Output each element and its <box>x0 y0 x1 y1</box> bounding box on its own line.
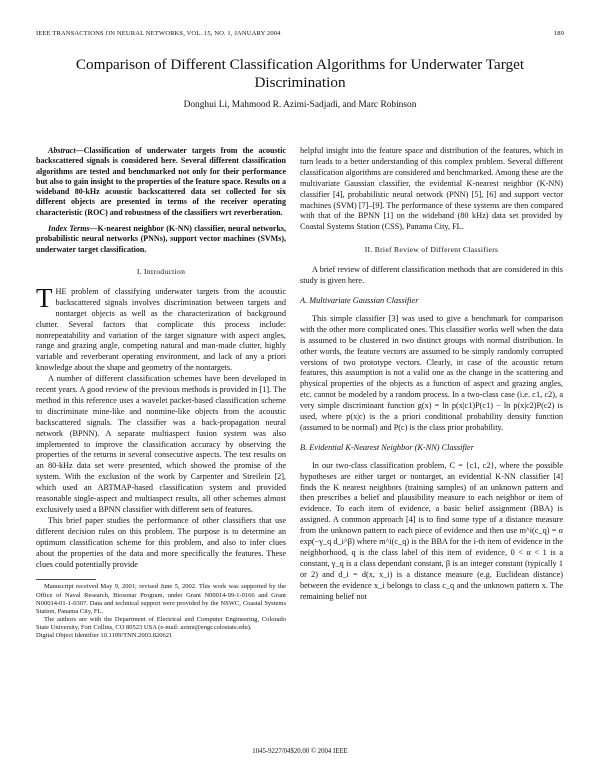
abstract-label: Abstract— <box>48 146 84 155</box>
section-heading-introduction: I. Introduction <box>136 266 186 276</box>
footnote-affiliation: The authors are with the Department of Electrical and Computer Engineering, Colorado State University, Fort Collins, CO 80523 USA (e-mail: azimi@engr.colostate.edu). <box>36 615 286 631</box>
right-paragraph-1: helpful insight into the feature space and distribution of the features, which in turn leads to a better understanding of this complex problem. Several different classification algorithms are considered and benchmarked. Among these are the multivariate Gaussian classifier, the evidential K-nearest neighbor (K-NN) classifier [4], probabilistic neural network (PNN) [5], [6] and support vector machines (SVM) [7]–[9]. The performance of these systems are then compared with that of the BPNN [1] on the wideband (80 kHz) data set provided by Coastal Systems Station (CSS), Panama City, FL. <box>300 146 563 232</box>
subsection-heading-knn: B. Evidential K-Nearest Neighbor (K-NN) Classifier <box>300 442 474 452</box>
footnotes <box>36 583 286 640</box>
author-list: Donghui Li, Mahmood R. Azimi-Sadjadi, and Marc Robinson <box>183 100 417 110</box>
running-header <box>36 30 564 42</box>
index-terms <box>36 224 286 255</box>
page-number: 189 <box>553 30 564 37</box>
index-terms-label: Index Terms— <box>48 224 98 234</box>
subsection-heading-gaussian: A. Multivariate Gaussian Classifier <box>300 295 419 305</box>
knn-paragraph: In our two-class classification problem, C = {c1, c2}, where the possible hypotheses are either target or nontarget, an evidential K-NN classifier [4] finds the K nearest neighbors (training samples) of an unknown pattern and then prescribes a belief and plausibility measure to each neighbor or item of evidence. To each item of evidence, a basic belief assignment (BBA) is assigned. A common approach [4] is to find some type of a distance measure from the unknown pattern to each piece of evidence and then use m^i(c_q) = α exp(−γ_q d_i^β) where m^i(c_q) is the BBA for the i-th item of evidence in the neighborhood, q is the class label of this item of evidence, 0 < α < 1 is a constant, γ_q is a class dependant constant, β is an integer constant (typically 1 or 2) and d_i = d(x, x_i) is a distance measure (e.g. Euclidean distance) between the evidence x_i belongs to class c_q and the unknown pattern x. The remaining belief not <box>300 460 563 601</box>
intro-paragraph-2: A number of different classification schemes have been developed in recent years. A good review of the previous methods is provided in [1]. The method in this reference uses a wavelet packet-based classification scheme to discriminate mine-like and nonmine-like objects from the acoustic backscattered signals. The classifier was a back-propagation neural network (BPNN). A separate multiaspect fusion system was also implemented to improve the classification accuracy by observing the properties of the returns in several consecutive aspects. The test results on an 80-kHz data set were presented, which showed the promise of the system. With the exclusion of the work by Carpenter and Streilein [2], which used an ARTMAP-based classification system and provided reasonable single-aspect and multiaspect results, all other schemes almost exclusively used a BPNN classifier with different sets of features. <box>36 374 286 514</box>
copyright-line: 1045-9227/04$20.00 © 2004 IEEE <box>252 748 348 755</box>
section-heading-review: II. Brief Review of Different Classifiers <box>364 245 499 255</box>
index-terms-text: K-nearest neighbor (K-NN) classifier, neural networks, probabilistic neural networks (PNNs), support vector machines (SVMs), underwater target classification. <box>36 224 287 254</box>
abstract-text: Classification of underwater targets from the acoustic backscattered signals is considered here. Several different classification algorithms are tested and benchmarked not only for their performance but also to gain insight to the properties of the feature space. Results on a wideband 80-kHz acoustic backscattered data set collected for six different objects are presented in terms of the receiver operating characteristic (ROC) and robustness of the classifiers wrt reverberation. <box>36 146 286 217</box>
intro-paragraph-1-text: HE problem of classifying underwater targets from the acoustic backscattered signals involves discrimination between targets and nontarget objects as well as the characterization of background clutter. Several factors that complicate this process include: nonrepeatability and variation of the target signature with aspect angles, range and grazing angle, competing natural and man-made clutter, highly variable and reverberant operating environment, and lack of any a priori knowledge about the shape and geometry of the nontargets. <box>36 286 286 373</box>
journal-name: IEEE TRANSACTIONS ON NEURAL NETWORKS, VOL. 15, NO. 1, JANUARY 2004 <box>36 30 281 37</box>
left-column <box>36 146 286 640</box>
intro-paragraph-3: This brief paper studies the performance of other classifiers that use different decision rules on this problem. The purpose is to determine an optimum classification scheme for this problem, and also to infer clues about the properties of the data and more specifically the features. These clues could potentially provide <box>36 515 286 569</box>
review-paragraph-1: A brief review of different classification methods that are considered in this study is given here. <box>300 265 563 286</box>
gaussian-paragraph: This simple classifier [3] was used to give a benchmark for comparison with the other more complicated ones. This classifier works well when the data is assumed to be clustered in two distinct groups with normal distribution. In other words, the feature vectors are assumed to be simply randomly corrupted versions of two prototype vectors. Clearly, in case of the acoustic return features, this assumption is not a valid one as the change in the scattering and physical properties of the objects as a function of aspect and grazing angles, etc. cannot be modeled by a random process. In a two-class case (i.e. c1, c2), a very simple discriminant function g(x) = ln p(x|c1)P(c1) − ln p(x|c2)P(c2) is used, where p(x|c) is the a priori conditional probability density function (assumed to be normal) and P(c) is the class prior probability. <box>300 313 563 432</box>
footnote-doi: Digital Object Identifier 10.1109/TNN.2003.820621 <box>36 632 173 639</box>
right-column <box>300 146 563 603</box>
drop-cap: T <box>36 282 53 313</box>
footnote-received: Manuscript received May 9, 2001; revised June 5, 2002. This work was supported by the Office of Naval Research, Biosonar Program, under Grant N00014-99-1-0166 and Grant N00014-01-1-0307. Data and technical support were provided by the NSWC, Coastal Systems Station, Panama City, FL. <box>36 583 286 615</box>
paper-title: Comparison of Different Classification Algorithms for Underwater Target Discrimination <box>75 56 525 91</box>
footnote-rule <box>36 579 96 580</box>
abstract <box>36 146 286 218</box>
intro-paragraph-1 <box>36 282 286 374</box>
